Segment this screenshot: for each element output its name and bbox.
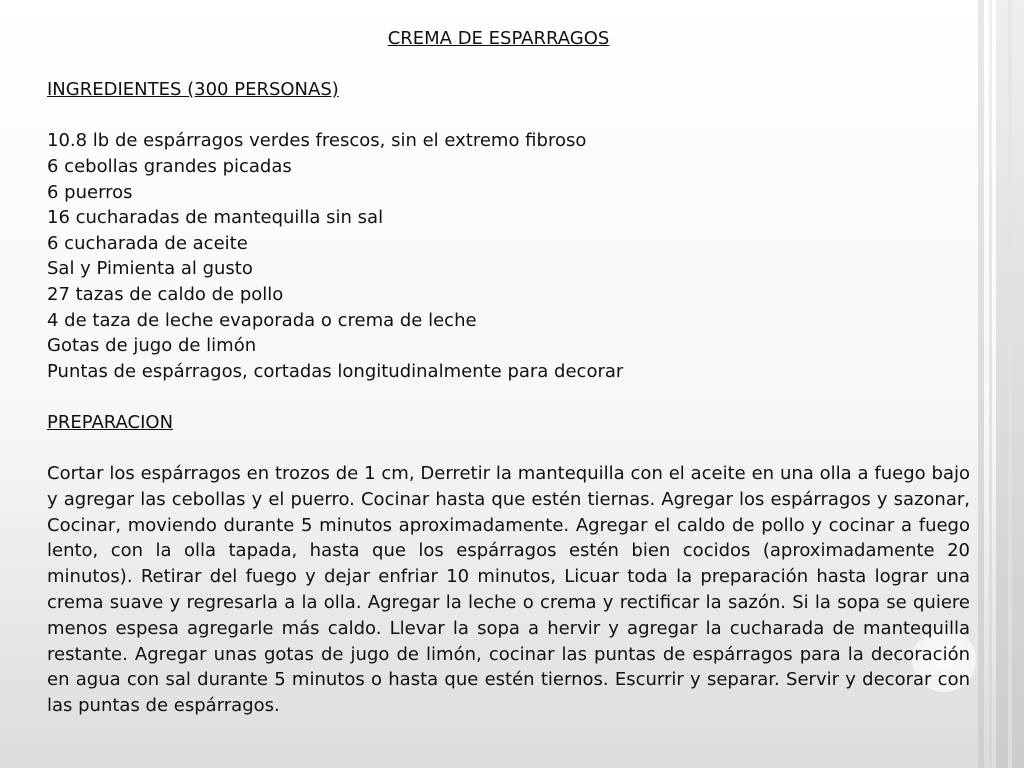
ingredient-item: 6 cebollas grandes picadas: [47, 155, 292, 177]
preparation-heading: PREPARACION: [47, 411, 174, 433]
recipe-title: CREMA DE ESPARRAGOS: [387, 28, 610, 49]
spacer: [47, 103, 970, 129]
decorative-band: [1008, 0, 1012, 768]
recipe-document: [47, 26, 970, 719]
ingredient-item: Puntas de espárragos, cortadas longitudinalmente para decorar: [47, 360, 624, 382]
ingredient-item: Gotas de jugo de limón: [47, 335, 257, 357]
ingredient-item: 6 puerros: [47, 181, 133, 203]
spacer: [47, 436, 970, 462]
ingredient-item: 4 de taza de leche evaporada o crema de leche: [47, 309, 477, 331]
decorative-band: [978, 0, 984, 768]
ingredient-item: Sal y Pimienta al gusto: [47, 258, 253, 280]
spacer: [47, 384, 970, 410]
decorative-band: [989, 0, 992, 768]
ingredient-item: 6 cucharada de aceite: [47, 232, 248, 254]
preparation-text: Cortar los espárragos en trozos de 1 cm, Derretir la mantequilla con el aceite en una olla a fuego bajo y agregar las cebollas y el puerro. Cocinar hasta que estén tiernas. Agregar los espárragos y sazonar, Cocinar, moviendo durante 5 minutos aproximadamente. Agregar el caldo de pollo y cocinar a fuego lento, con la olla tapada, hasta que los espárragos estén bien cocidos (aproximadamente 20 minutos). Retirar del fuego y dejar enfriar 10 minutos, Licuar toda la preparación hasta lograr una crema suave y regresarla a la olla. Agregar la leche o crema y rectificar la sazón. Si la sopa se quiere menos espesa agregarle más caldo. Llevar la sopa a hervir y agregar la cucharada de mantequilla restante. Agregar unas gotas de jugo de limón, cocinar las puntas de espárragos para la decoración en agua con sal durante 5 minutos o hasta que estén tiernos. Escurrir y separar. Servir y decorar con las puntas de espárragos.: [47, 463, 970, 717]
ingredients-list: [47, 128, 970, 384]
ingredient-item: 16 cucharadas de mantequilla sin sal: [47, 207, 384, 229]
spacer: [47, 52, 970, 78]
ingredient-item: 10.8 lb de espárragos verdes frescos, sin el extremo fibroso: [47, 130, 587, 152]
ingredients-heading: INGREDIENTES (300 PERSONAS): [47, 79, 339, 101]
ingredient-item: 27 tazas de caldo de pollo: [47, 283, 284, 305]
